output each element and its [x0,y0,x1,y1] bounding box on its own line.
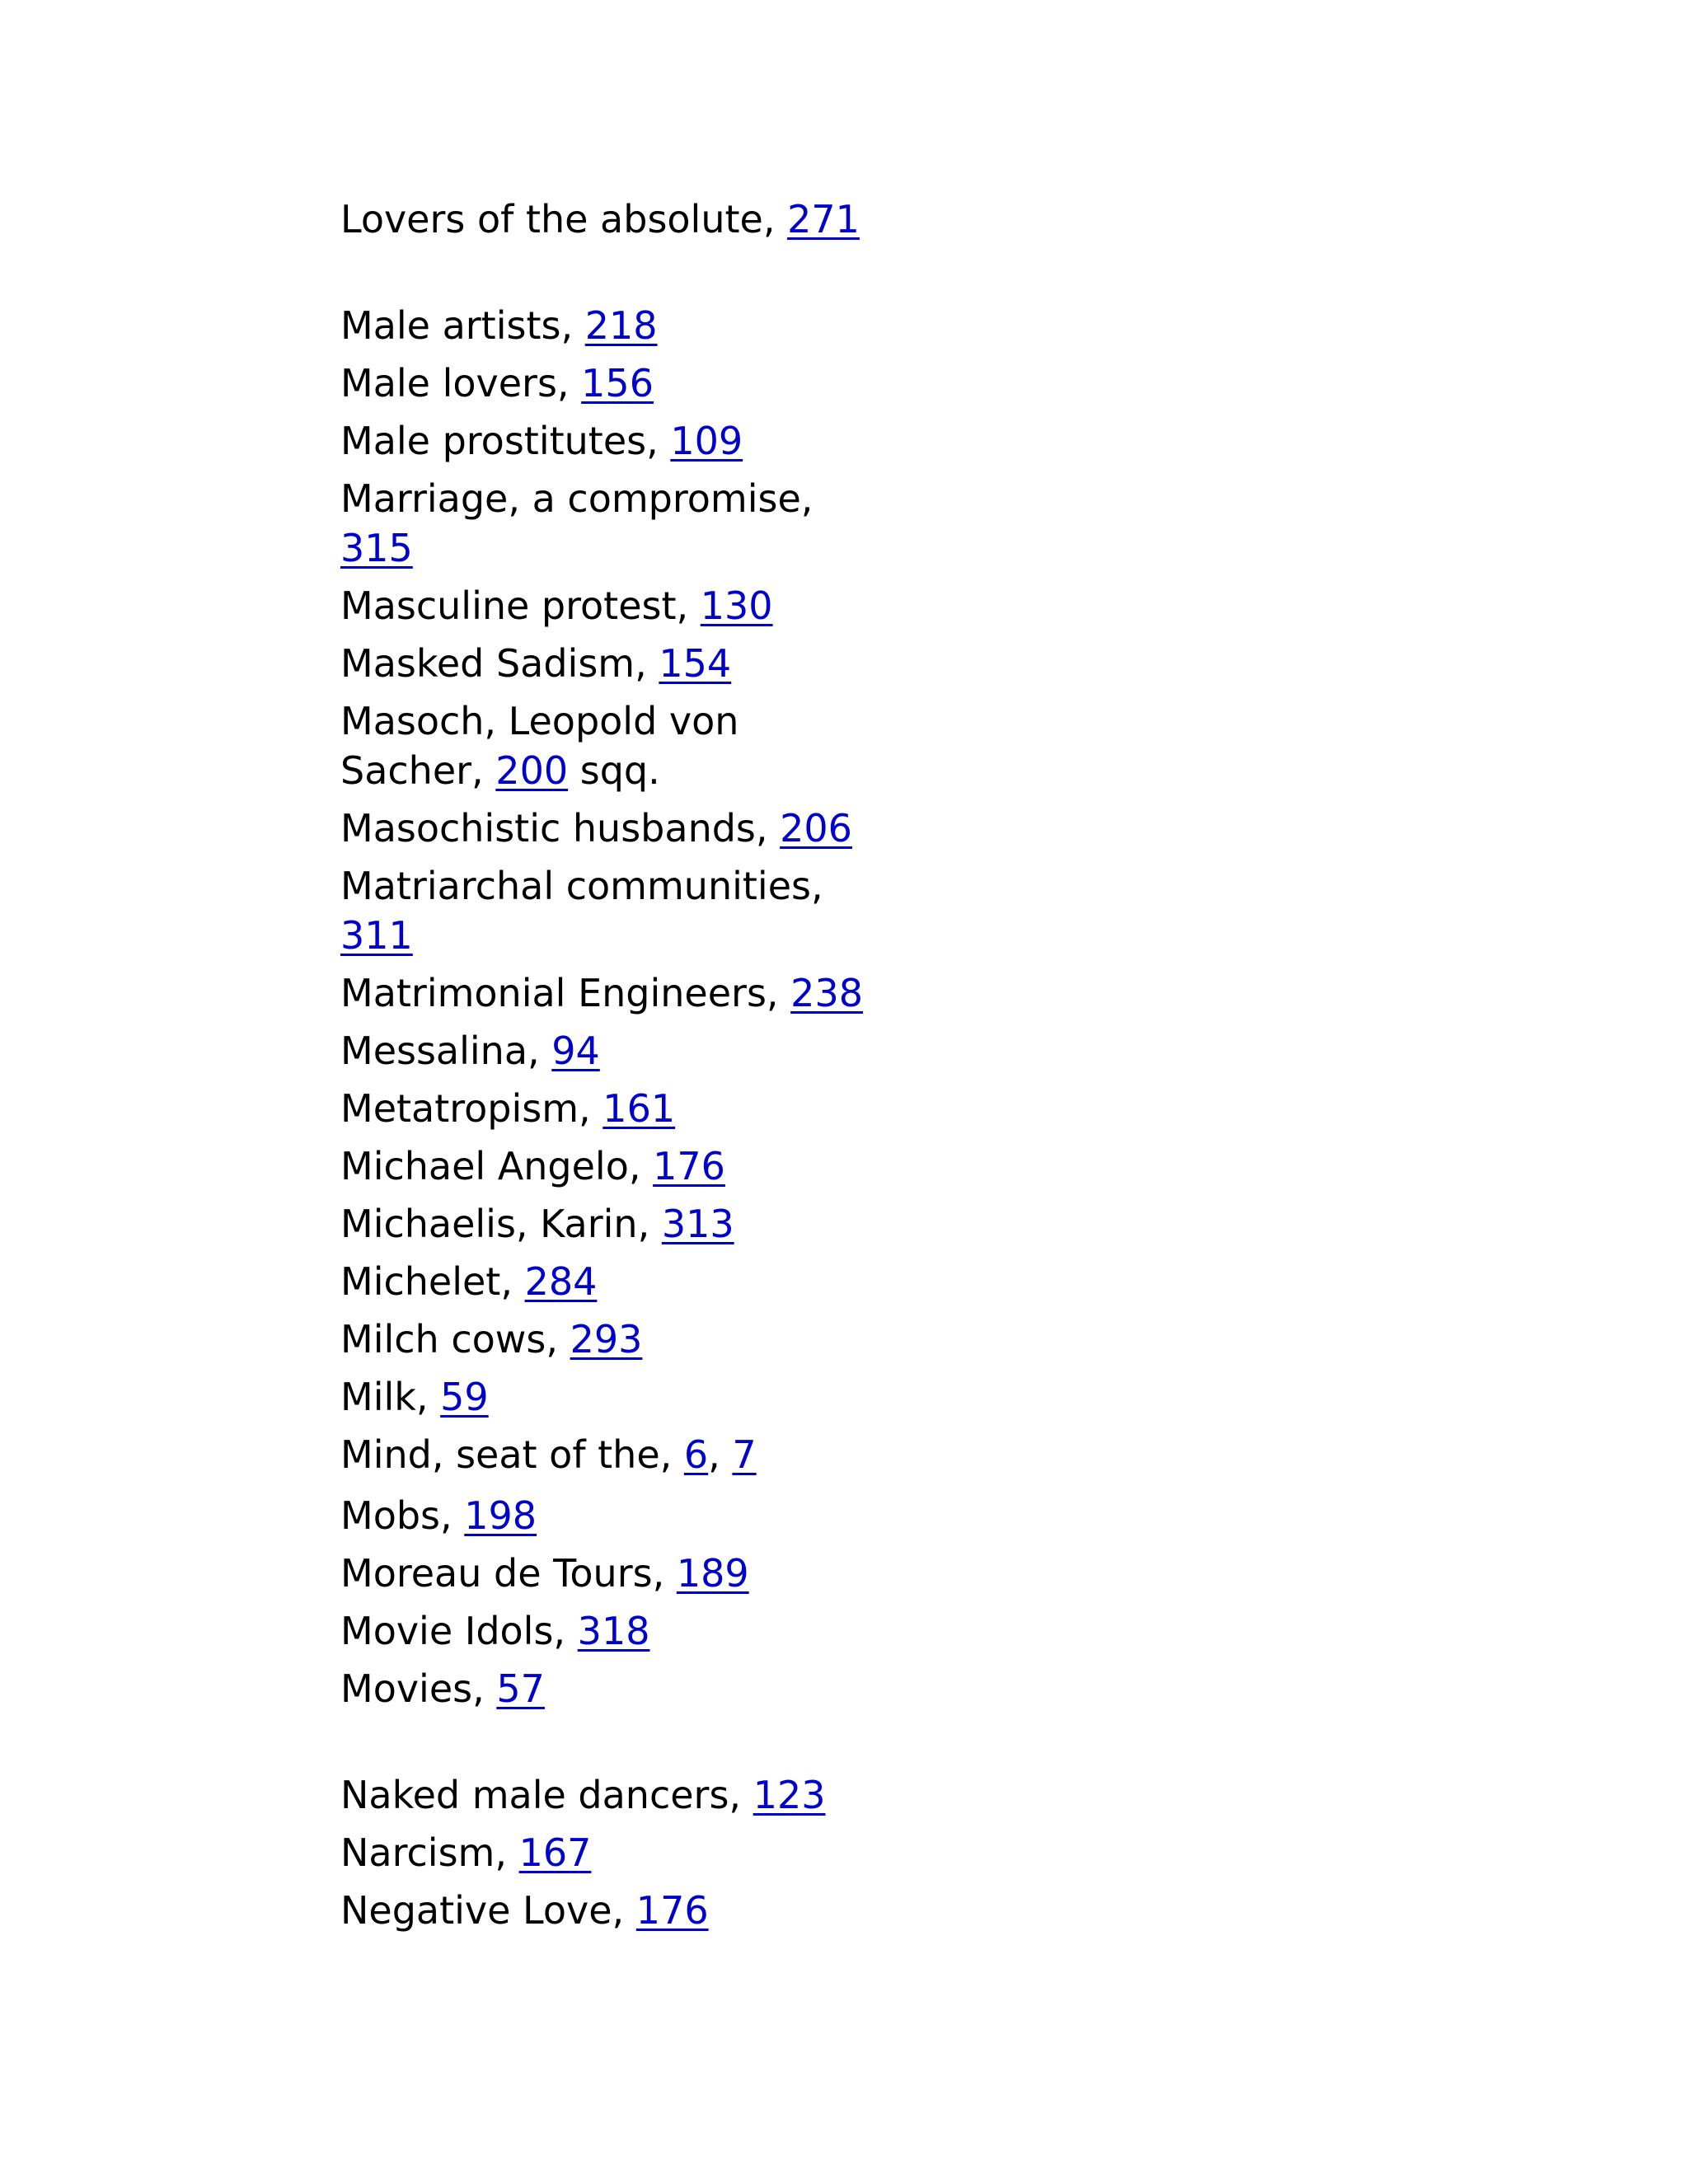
page-link[interactable]: 189 [676,1551,749,1596]
page-link[interactable]: 123 [753,1773,826,1817]
entry-term: Mind, seat of the, [340,1432,684,1477]
entry-term: Michael Angelo, [340,1144,654,1188]
entry-term: Male lovers, [340,361,582,405]
page-link[interactable]: 315 [340,526,413,570]
index-entry-narcism [340,1828,917,1877]
index-entry-masochistic-husbands [340,804,917,853]
page-link[interactable]: 57 [496,1666,545,1711]
index-entry-lovers-of-the-absolute [340,194,917,244]
page-link[interactable]: 218 [584,303,658,348]
entry-term: Mobs, [340,1493,465,1538]
page-link[interactable]: 156 [581,361,654,405]
page-link[interactable]: 167 [518,1830,592,1875]
page-link[interactable]: 238 [790,971,863,1015]
entry-term: Milch cows, [340,1317,570,1361]
entry-term: Metatropism, [340,1086,603,1131]
page-link[interactable]: 6 [683,1432,709,1477]
entry-term: Moreau de Tours, [340,1551,677,1596]
entry-suffix: sqq. [568,748,660,793]
entry-term: Naked male dancers, [340,1773,753,1817]
index-list [340,194,917,1943]
entry-term: Masculine protest, [340,583,701,628]
page-link[interactable]: 161 [603,1086,676,1131]
page-link[interactable]: 311 [340,913,413,958]
page-link[interactable]: 7 [732,1432,757,1477]
page-link[interactable]: 59 [440,1375,489,1419]
page-link[interactable]: 109 [670,419,743,463]
entry-term: Movie Idols, [340,1609,578,1653]
entry-term: Michaelis, Karin, [340,1202,662,1246]
entry-term: Masked Sadism, [340,641,659,686]
page-link[interactable]: 198 [464,1493,537,1538]
index-entry-messalina [340,1026,917,1076]
index-entry-male-prostitutes [340,416,917,466]
index-entry-milch-cows [340,1315,917,1364]
index-entry-movie-idols [340,1606,917,1656]
entry-term: Milk, [340,1375,441,1419]
page-link[interactable]: 154 [659,641,732,686]
entry-term: Matrimonial Engineers, [340,971,791,1015]
index-entry-matriarchal-communities [340,861,917,960]
page-link[interactable]: 200 [495,748,569,793]
page-link[interactable]: 176 [635,1888,709,1933]
entry-term: Masoch, Leopold von [340,699,739,743]
index-entry-michelet [340,1257,917,1306]
index-entry-milk [340,1372,917,1422]
index-entry-naked-male-dancers [340,1770,917,1820]
entry-term: Male artists, [340,303,585,348]
page-link[interactable]: 313 [661,1202,734,1246]
index-entry-masoch-leopold-von-sacher [340,696,917,795]
page-link[interactable]: 130 [700,583,773,628]
page-link[interactable]: 94 [551,1029,600,1073]
page-link[interactable]: 284 [524,1259,598,1304]
index-entry-masked-sadism [340,639,917,688]
page-link[interactable]: 271 [787,197,860,241]
entry-term: Masochistic husbands, [340,806,781,851]
index-entry-matrimonial-engineers [340,968,917,1018]
index-entry-mobs [340,1491,917,1540]
entry-term: Matriarchal communities, [340,864,823,908]
index-entry-male-artists [340,301,917,350]
entry-term: Marriage, a compromise, [340,476,814,521]
entry-term: Male prostitutes, [340,419,671,463]
index-entry-movies [340,1664,917,1713]
index-entry-male-lovers [340,359,917,408]
page-separator: , [708,1432,733,1477]
index-entry-negative-love [340,1886,917,1935]
index-entry-michaelis-karin [340,1199,917,1249]
index-entry-moreau-de-tours [340,1549,917,1598]
page-link[interactable]: 176 [653,1144,725,1188]
entry-term-continued: Sacher, [340,748,496,793]
index-entry-metatropism [340,1084,917,1133]
entry-term: Negative Love, [340,1888,636,1933]
index-entry-mind-seat-of-the [340,1430,917,1479]
index-entry-marriage-a-compromise [340,474,917,573]
entry-term: Messalina, [340,1029,552,1073]
entry-term: Narcism, [340,1830,519,1875]
page-link[interactable]: 206 [780,806,852,851]
page-link[interactable]: 318 [577,1609,650,1653]
entry-term: Lovers of the absolute, [340,197,788,241]
index-entry-masculine-protest [340,581,917,630]
entry-term: Michelet, [340,1259,525,1304]
entry-term: Movies, [340,1666,497,1711]
index-entry-michael-angelo [340,1141,917,1191]
page-link[interactable]: 293 [570,1317,643,1361]
